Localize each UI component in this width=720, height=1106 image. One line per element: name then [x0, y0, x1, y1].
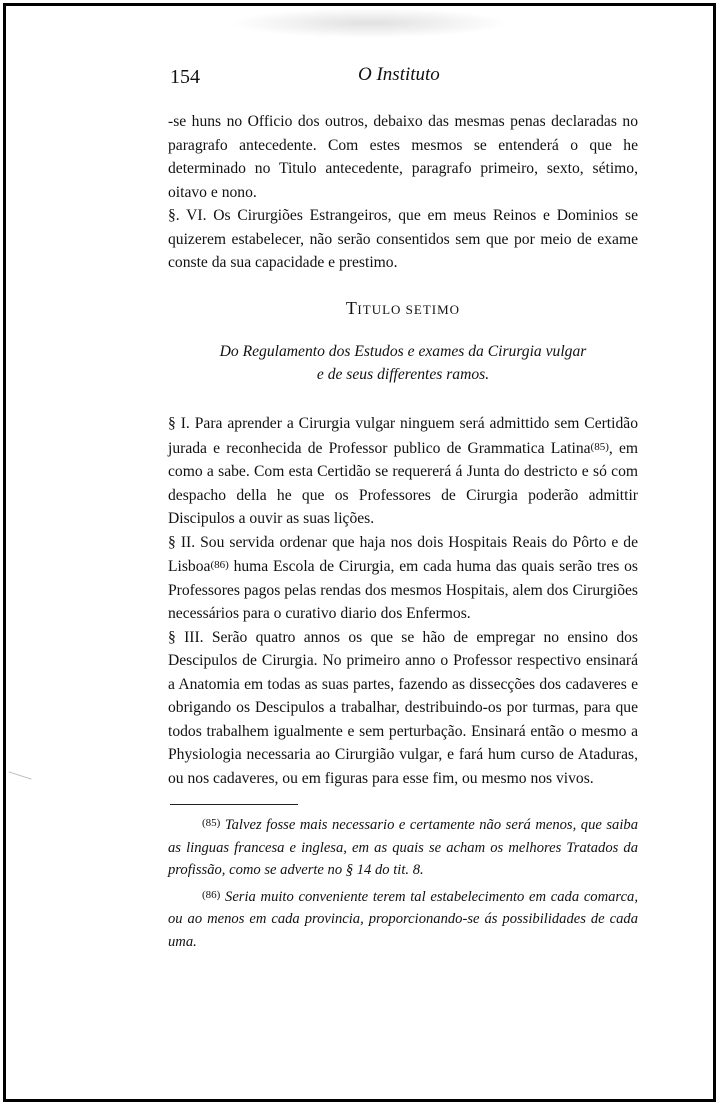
page-header [168, 62, 638, 92]
paragraph-section-i: § I. Para aprender a Cirurgia vulgar ninguem será admittido sem Certidão jurada e reconhecida de Professor publico de Grammatica Latina(85), em como a sabe. Com esta Certidão se requererá á Junta do destricto e só com despacho della he que os Professores de Cirurgia poderão admittir Discipulos a ouvir as suas lições. [168, 415, 638, 527]
chapter-title: TITULO SETIMO [345, 298, 461, 318]
footnote-86: $^{(86)}$ Seria muito conveniente terem tal estabelecimento em cada comarca, ou ao menos em cada provincia, proporcionando-se ás possibilidades de cada uma. [168, 888, 638, 950]
paragraph: -se huns no Officio dos outros, debaixo das mesmas penas declaradas no paragrafo antecedente. Com estes mesmos se entenderá o que he determinado no Titulo antecedente, paragrafo primeiro, sexto, sétimo, oitavo e nono. [168, 113, 638, 201]
scan-smudge [230, 8, 510, 38]
text-block-continuation [168, 110, 638, 275]
footnote-ref-86[interactable]: (86) [210, 559, 229, 571]
chapter-subtitle: Do Regulamento dos Estudos e exames da Cirurgia vulgar e de seus differentes ramos. [219, 343, 587, 383]
text-block-titulo-setimo [168, 412, 638, 790]
page-number: 154 [170, 66, 200, 88]
paragraph-section-vi: §. VI. Os Cirurgiões Estrangeiros, que em meus Reinos e Dominios se quizerem estabelecer, não serão consentidos sem que por meio de exame conste da sua capacidade e prestimo. [168, 207, 638, 271]
footnote-85: $^{(85)}$ Talvez fosse mais necessario e certamente não será menos, que saiba as linguas francesa e inglesa, em as quais se acham os melhores Tratados da profissão, como se adverte no § 14 do tit. 8. [168, 817, 638, 878]
running-title: O Instituto [358, 64, 440, 85]
paragraph-section-iii: § III. Serão quatro annos os que se hão de empregar no ensino dos Descipulos de Cirurgia. No primeiro anno o Professor respectivo ensinará a Anatomia em todas as suas partes, fazendo as dissecções dos cadaveres e obrigando os Descipulos a trabalhar, destribuindo-os por turmas, para que todos trabalhem igualmente e sem perturbação. Ensinará então o mesmo a Physiologia necessaria ao Cirurgião vulgar, e fará hum curso de Ataduras, ou nos cadaveres, ou em figuras para esse fim, ou mesmo nos vivos. [168, 628, 638, 787]
footnote-ref-85[interactable]: (85) [590, 440, 609, 453]
footnotes [168, 812, 638, 953]
footnote-divider [170, 804, 298, 805]
paragraph-section-ii: § II. Sou servida ordenar que haja nos dois Hospitais Reais do Pôrto e de Lisboa(86) huma Escola de Cirurgia, em cada huma das quais serão tres os Professores pagos pelas rendas dos mesmos Hospitais, alem dos Cirurgiões necessários para o curativo diario dos Enfermos. [168, 533, 638, 622]
